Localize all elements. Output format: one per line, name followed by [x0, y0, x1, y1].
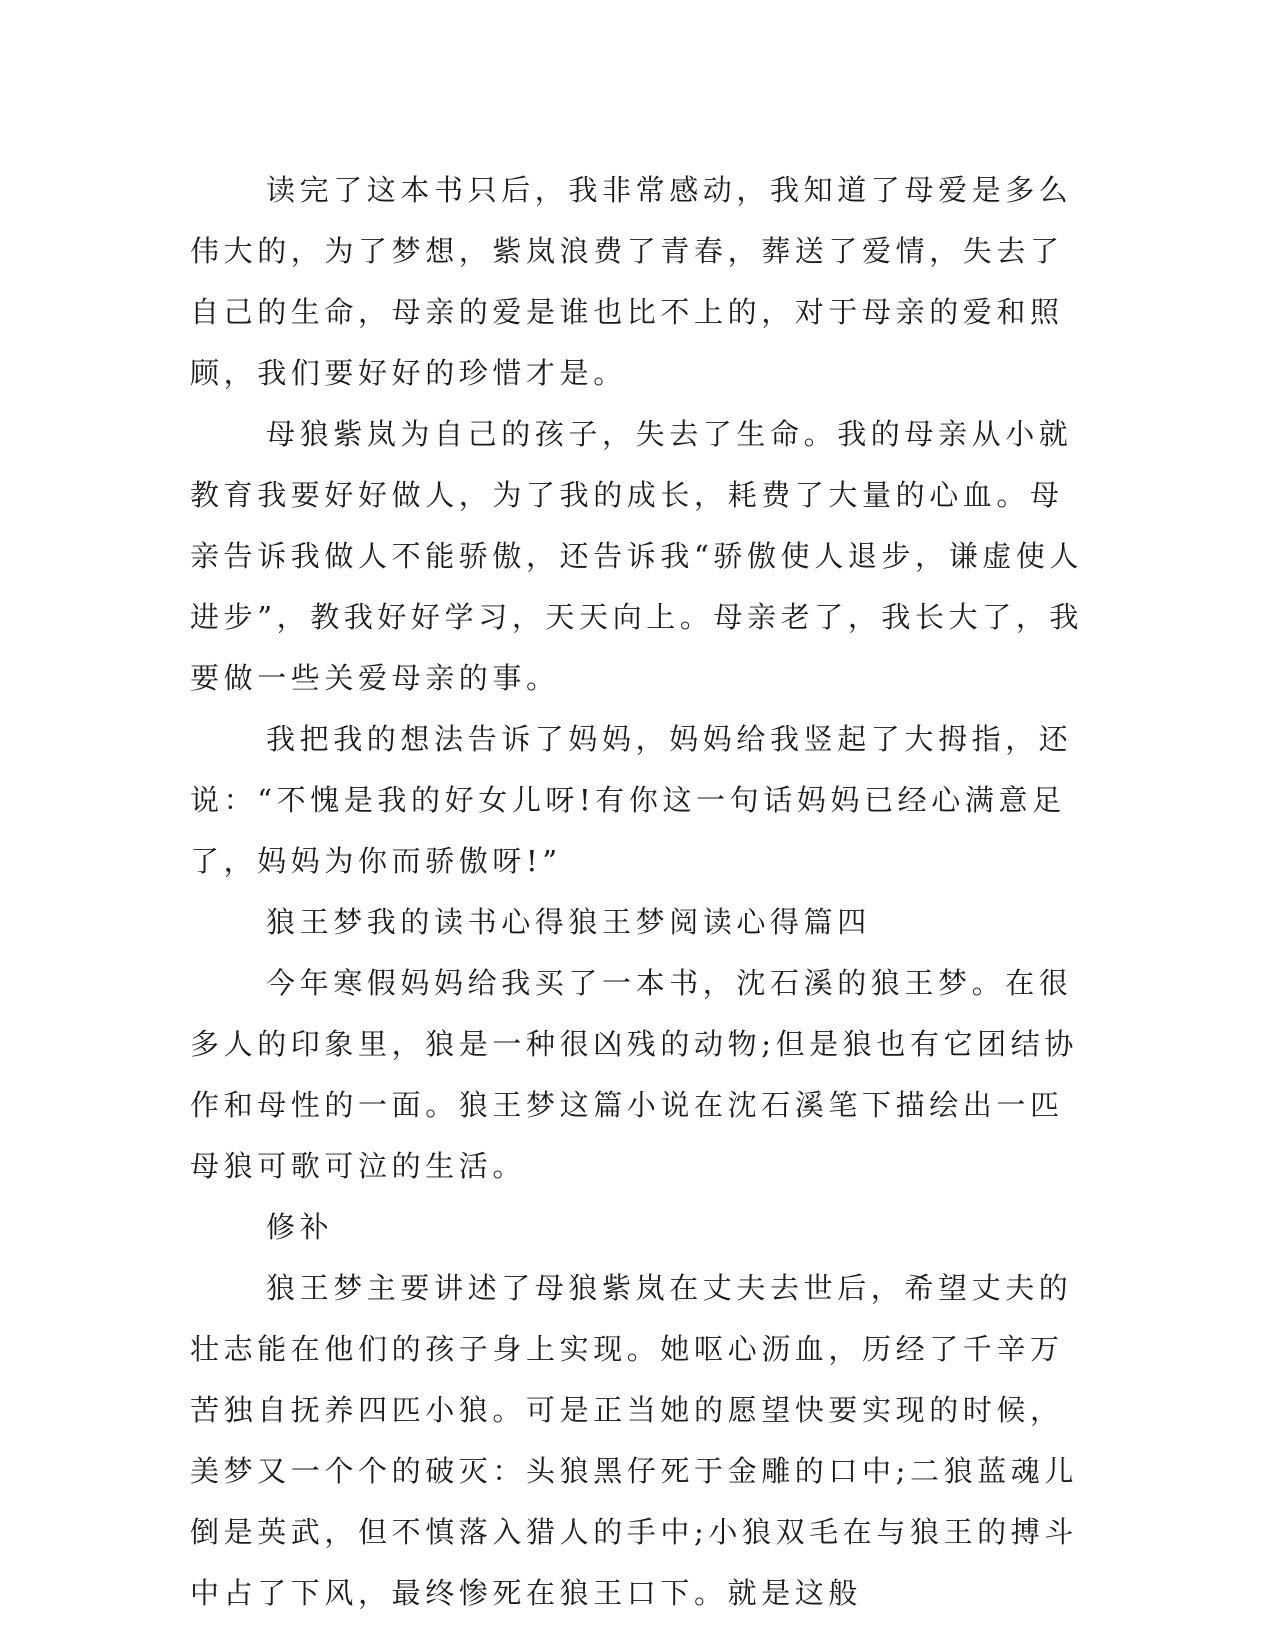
paragraph-story-summary: 狼王梦主要讲述了母狼紫岚在丈夫去世后，希望丈夫的壮志能在他们的孩子身上实现。她呕心沥血，历经了千辛万苦独自抚养四匹小狼。可是正当她的愿望快要实现的时候，美梦又一个个的破灭：头狼黑仔死于金雕的口中;二狼蓝魂儿倒是英武，但不慎落入猎人的手中;小狼双毛在与狼王的搏斗中占了下风，最终惨死在狼王口下。就是这般 [190, 1271, 1078, 1610]
document-body [190, 160, 1085, 1624]
paragraph-winter-break-book: 今年寒假妈妈给我买了一本书，沈石溪的狼王梦。在很多人的印象里，狼是一种很凶残的动物;但是狼也有它团结协作和母性的一面。狼王梦这篇小说在沈石溪笔下描绘出一匹母狼可歌可泣的生活。 [190, 966, 1078, 1183]
paragraph-reflection-mother-love: 读完了这本书只后，我非常感动，我知道了母爱是多么伟大的，为了梦想，紫岚浪费了青春，葬送了爱情，失去了自己的生命，母亲的爱是谁也比不上的，对于母亲的爱和照顾，我们要好好的珍惜才是。 [190, 173, 1073, 390]
paragraph-telling-mom: 我把我的想法告诉了妈妈，妈妈给我竖起了大拇指，还说：“不愧是我的好女儿呀!有你这一句话妈妈已经心满意足了，妈妈为你而骄傲呀!” [190, 722, 1073, 878]
paragraph-my-mother: 母狼紫岚为自己的孩子，失去了生命。我的母亲从小就教育我要好好做人，为了我的成长，耗费了大量的心血。母亲告诉我做人不能骄傲，还告诉我“骄傲使人退步，谦虚使人进步”，教我好好学习，天天向上。母亲老了，我长大了，我要做一些关爱母亲的事。 [190, 417, 1084, 695]
section-heading: 狼王梦我的读书心得狼王梦阅读心得篇四 [266, 905, 871, 939]
paragraph-repair-note: 修补 [266, 1210, 334, 1244]
